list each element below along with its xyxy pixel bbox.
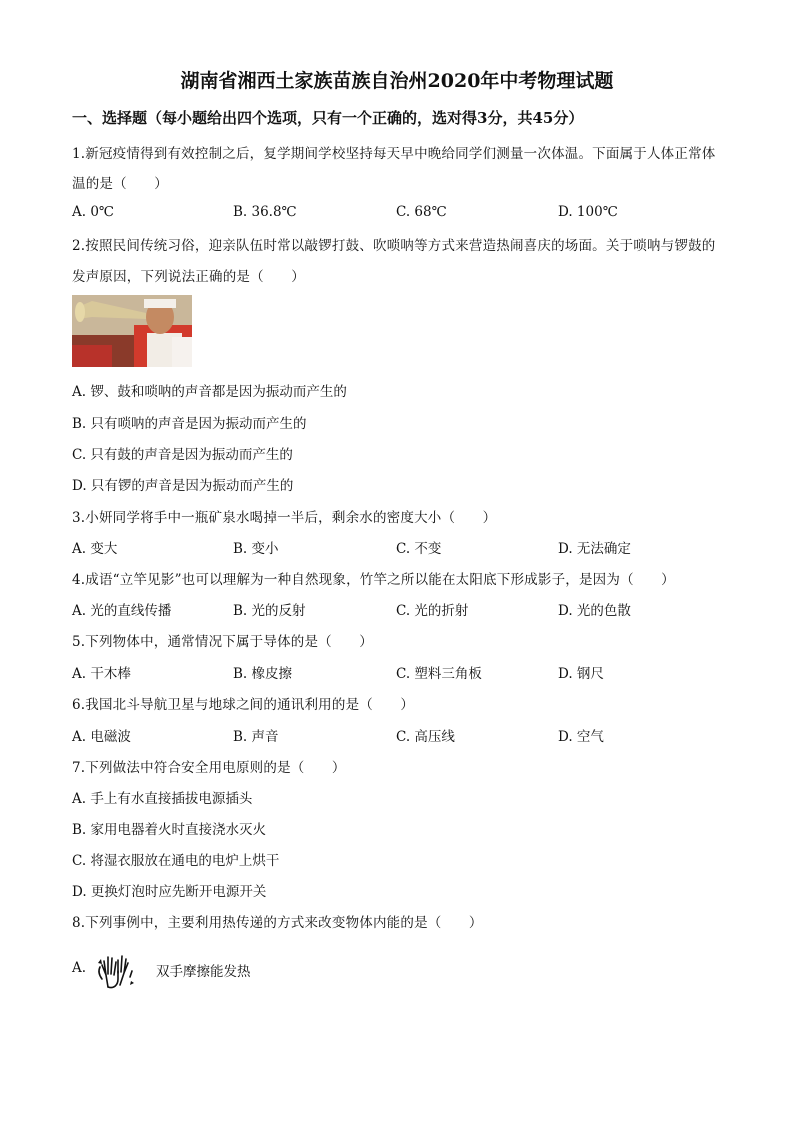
question-7-option-a: A. 手上有水直接插拔电源插头 — [72, 791, 253, 807]
question-4-option-a: A. 光的直线传播 — [72, 603, 172, 619]
question-3-option-c: C. 不变 — [396, 541, 442, 557]
question-3-option-d: D. 无法确定 — [558, 541, 631, 557]
question-1-option-a: A. 0℃ — [72, 204, 115, 220]
question-2-stem-line2: 发声原因，下列说法正确的是（ ） — [72, 269, 305, 285]
question-7-option-b: B. 家用电器着火时直接浇水灭火 — [72, 822, 267, 838]
question-1-stem-line2: 温的是（ ） — [72, 176, 168, 192]
question-5-option-a: A. 干木棒 — [72, 666, 131, 682]
question-3-option-a: A. 变大 — [72, 541, 118, 557]
question-3-option-b: B. 变小 — [233, 541, 279, 557]
question-7-stem: 7.下列做法中符合安全用电原则的是（ ） — [72, 760, 346, 776]
question-2-option-b: B. 只有唢呐的声音是因为振动而产生的 — [72, 416, 307, 432]
question-4-stem: 4.成语“立竿见影”也可以理解为一种自然现象，竹竿之所以能在太阳底下形成影子，是因为（ ） — [72, 572, 675, 588]
question-4-option-b: B. 光的反射 — [233, 603, 306, 619]
question-3-stem: 3.小妍同学将手中一瓶矿泉水喝掉一半后，剩余水的密度大小（ ） — [72, 510, 497, 526]
question-7-option-d: D. 更换灯泡时应先断开电源开关 — [72, 884, 267, 900]
question-6-stem: 6.我国北斗导航卫星与地球之间的通讯利用的是（ ） — [72, 697, 415, 713]
question-2-option-d: D. 只有锣的声音是因为振动而产生的 — [72, 478, 294, 494]
question-7-option-c: C. 将湿衣服放在通电的电炉上烘干 — [72, 853, 280, 869]
question-6-option-d: D. 空气 — [558, 729, 604, 745]
question-6-option-c: C. 高压线 — [396, 729, 455, 745]
question-8-option-a-text: 双手摩擦能发热 — [156, 964, 251, 980]
question-1-option-d: D. 100℃ — [558, 204, 618, 220]
question-6-option-a: A. 电磁波 — [72, 729, 131, 745]
question-2-option-c: C. 只有鼓的声音是因为振动而产生的 — [72, 447, 293, 463]
suona-player-photo — [72, 295, 192, 367]
question-4-option-c: C. 光的折射 — [396, 603, 469, 619]
question-4-option-d: D. 光的色散 — [558, 603, 631, 619]
question-1-option-b: B. 36.8℃ — [233, 204, 297, 220]
section-heading: 一、选择题（每小题给出四个选项，只有一个正确的，选对得3分，共45分） — [72, 109, 584, 127]
question-2-stem-line1: 2.按照民间传统习俗，迎亲队伍时常以敲锣打鼓、吹唢呐等方式来营造热闹喜庆的场面。关于唢呐与锣鼓的 — [72, 238, 716, 254]
question-1-stem-line1: 1.新冠疫情得到有效控制之后，复学期间学校坚持每天早中晚给同学们测量一次体温。下面属于人体正常体 — [72, 146, 716, 162]
question-1-option-c: C. 68℃ — [396, 204, 447, 220]
question-5-option-d: D. 钢尺 — [558, 666, 604, 682]
question-6-option-b: B. 声音 — [233, 729, 279, 745]
page-title: 湖南省湘西土家族苗族自治州2020年中考物理试题 — [180, 70, 614, 92]
question-5-option-c: C. 塑料三角板 — [396, 666, 482, 682]
question-5-stem: 5.下列物体中，通常情况下属于导体的是（ ） — [72, 634, 373, 650]
rubbing-hands-icon — [94, 949, 136, 991]
question-5-option-b: B. 橡皮擦 — [233, 666, 293, 682]
question-8-option-a-letter: A. — [72, 960, 87, 976]
question-2-option-a: A. 锣、鼓和唢呐的声音都是因为振动而产生的 — [72, 384, 347, 400]
question-8-stem: 8.下列事例中，主要利用热传递的方式来改变物体内能的是（ ） — [72, 915, 483, 931]
